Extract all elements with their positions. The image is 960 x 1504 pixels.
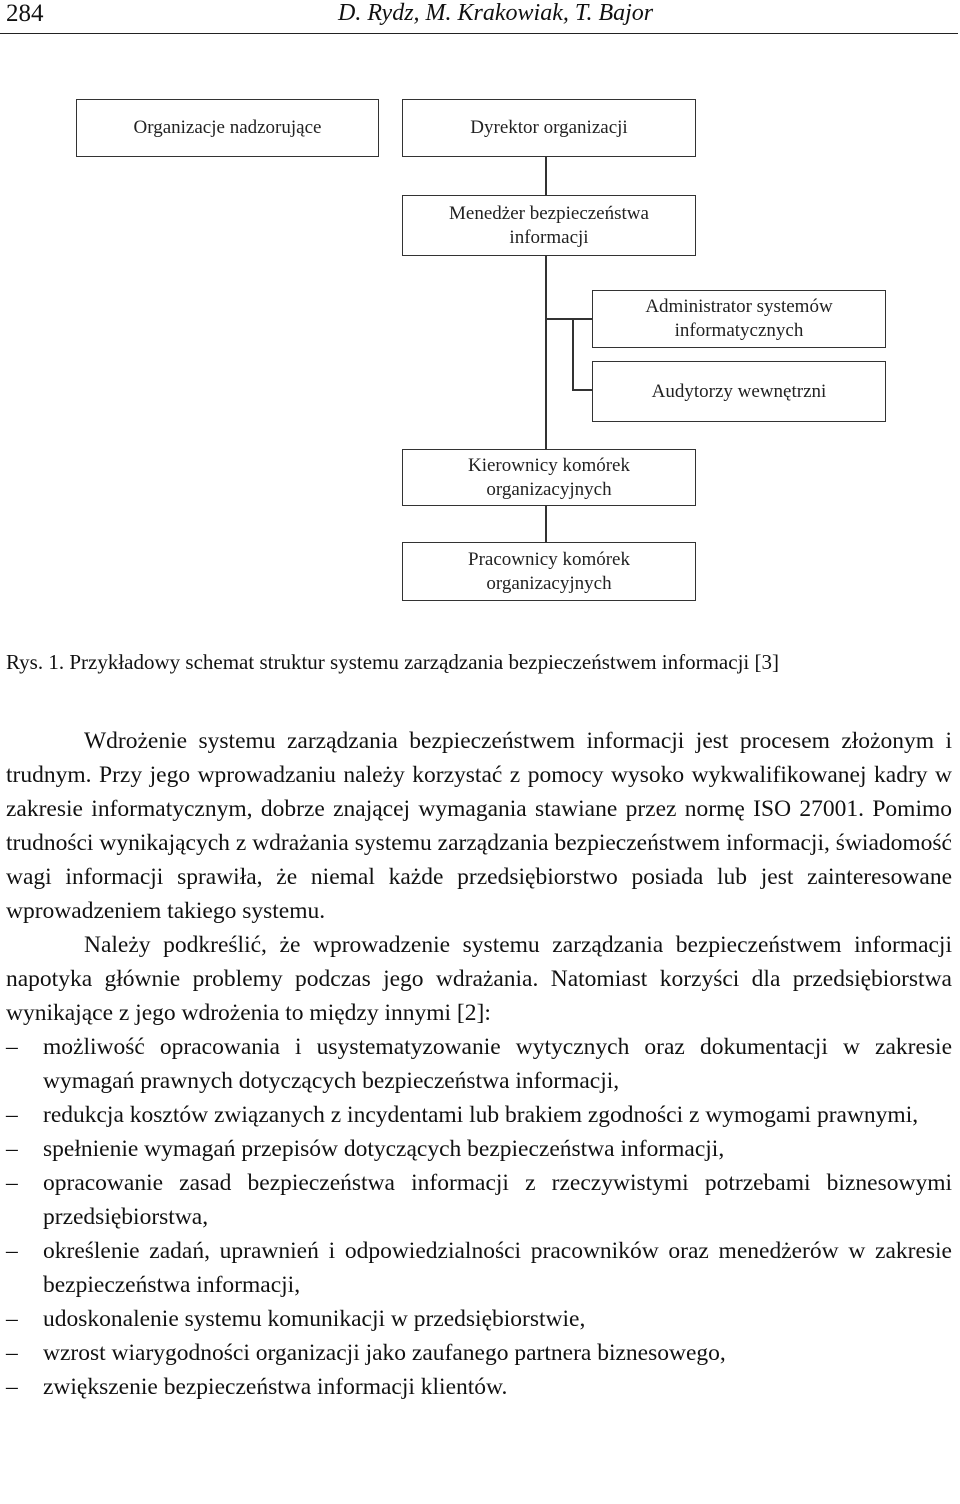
connector-kierownicy-pracownicy xyxy=(545,506,547,542)
paragraph: Wdrożenie systemu zarządzania bezpieczeństwem informacji jest procesem złożonym i trudnym. Przy jego wprowadzaniu należy korzystać z pomocy wysoko wykwalifikowanej kadry w zakresie informatycznym, dobrze znającej wymagania stawiane przez normę ISO 27001. Pomimo trudności wynikających z wdrażania systemu zarządzania bezpieczeństwem informacji, świadomość wagi informacji sprawiła, że niemal każde przedsiębiorstwo posiada lub jest zainteresowane wprowadzeniem takiego systemu. xyxy=(6,728,952,924)
box-label-line1: Menedżer bezpieczeństwa xyxy=(449,202,649,224)
list-item-text: możliwość opracowania i usystematyzowanie wytycznych oraz dokumentacji w zakresie wymagań prawnych dotyczących bezpieczeństwa informacji, xyxy=(43,1034,952,1094)
dash-marker: – xyxy=(6,1102,18,1128)
box-administrator-systemow xyxy=(592,290,886,348)
list-item xyxy=(6,1302,952,1336)
list-item-text: określenie zadań, uprawnień i odpowiedzialności pracowników oraz menedżerów w zakresie bezpieczeństwa informacji, xyxy=(43,1238,952,1298)
list-item xyxy=(6,1234,952,1302)
box-audytorzy-wewnetrzni xyxy=(592,361,886,422)
page-number: 284 xyxy=(6,0,44,27)
box-label-line1: Kierownicy komórek xyxy=(468,454,630,476)
connector-to-audytorzy xyxy=(572,389,592,391)
list-item xyxy=(6,1370,952,1404)
body-text xyxy=(6,724,952,1404)
box-label-line2: informatycznych xyxy=(674,320,804,341)
box-menedzer-bezpieczenstwa xyxy=(402,195,696,256)
dash-marker: – xyxy=(6,1034,18,1060)
list-item-text: zwiększenie bezpieczeństwa informacji klientów. xyxy=(43,1374,508,1400)
list-item xyxy=(6,1336,952,1370)
box-label-line2: organizacyjnych xyxy=(486,478,612,500)
connector-to-administrator xyxy=(572,318,592,320)
dash-marker: – xyxy=(6,1136,18,1162)
benefits-list xyxy=(6,1030,952,1404)
list-item-text: redukcja kosztów związanych z incydentami lub brakiem zgodności z wymogami prawnymi, xyxy=(43,1102,919,1128)
dash-marker: – xyxy=(6,1374,18,1400)
list-item-text: opracowanie zasad bezpieczeństwa informacji z rzeczywistymi potrzebami biznesowymi przedsiębiorstwa, xyxy=(43,1170,952,1230)
org-chart-diagram xyxy=(0,0,960,620)
box-pracownicy-komorek xyxy=(402,542,696,601)
running-head: D. Rydz, M. Krakowiak, T. Bajor xyxy=(338,0,654,26)
box-label: Organizacje nadzorujące xyxy=(133,117,322,138)
box-label-line1: Administrator systemów xyxy=(645,296,833,317)
connector-spine-right xyxy=(572,318,574,390)
dash-marker: – xyxy=(6,1340,18,1366)
box-label-line2: organizacyjnych xyxy=(486,572,612,594)
list-item xyxy=(6,1132,952,1166)
figure-caption: Rys. 1. Przykładowy schemat struktur systemu zarządzania bezpieczeństwem informacji [3] xyxy=(6,650,779,674)
list-item xyxy=(6,1098,952,1132)
box-kierownicy-komorek xyxy=(402,449,696,506)
dash-marker: – xyxy=(6,1238,18,1264)
paragraph: Należy podkreślić, że wprowadzenie systemu zarządzania bezpieczeństwem informacji napotyka głównie problemy podczas jego wdrażania. Natomiast korzyści dla przedsiębiorstwa wynikające z jego wdrożenia to między innymi [2]: xyxy=(6,932,952,1026)
list-item xyxy=(6,1166,952,1234)
box-organizacje-nadzorujace xyxy=(76,99,379,157)
dash-marker: – xyxy=(6,1170,18,1196)
list-item-text: spełnienie wymagań przepisów dotyczących bezpieczeństwa informacji, xyxy=(43,1136,725,1162)
box-dyrektor-organizacji xyxy=(402,99,696,157)
box-label-line1: Pracownicy komórek xyxy=(468,548,630,570)
dash-marker: – xyxy=(6,1306,18,1332)
box-label-line2: informacji xyxy=(509,226,589,248)
list-item-text: udoskonalenie systemu komunikacji w przedsiębiorstwie, xyxy=(43,1306,586,1332)
box-label: Dyrektor organizacji xyxy=(470,117,628,138)
box-label: Audytorzy wewnętrzni xyxy=(651,380,827,402)
list-item-text: wzrost wiarygodności organizacji jako zaufanego partnera biznesowego, xyxy=(43,1340,726,1366)
list-item xyxy=(6,1030,952,1098)
